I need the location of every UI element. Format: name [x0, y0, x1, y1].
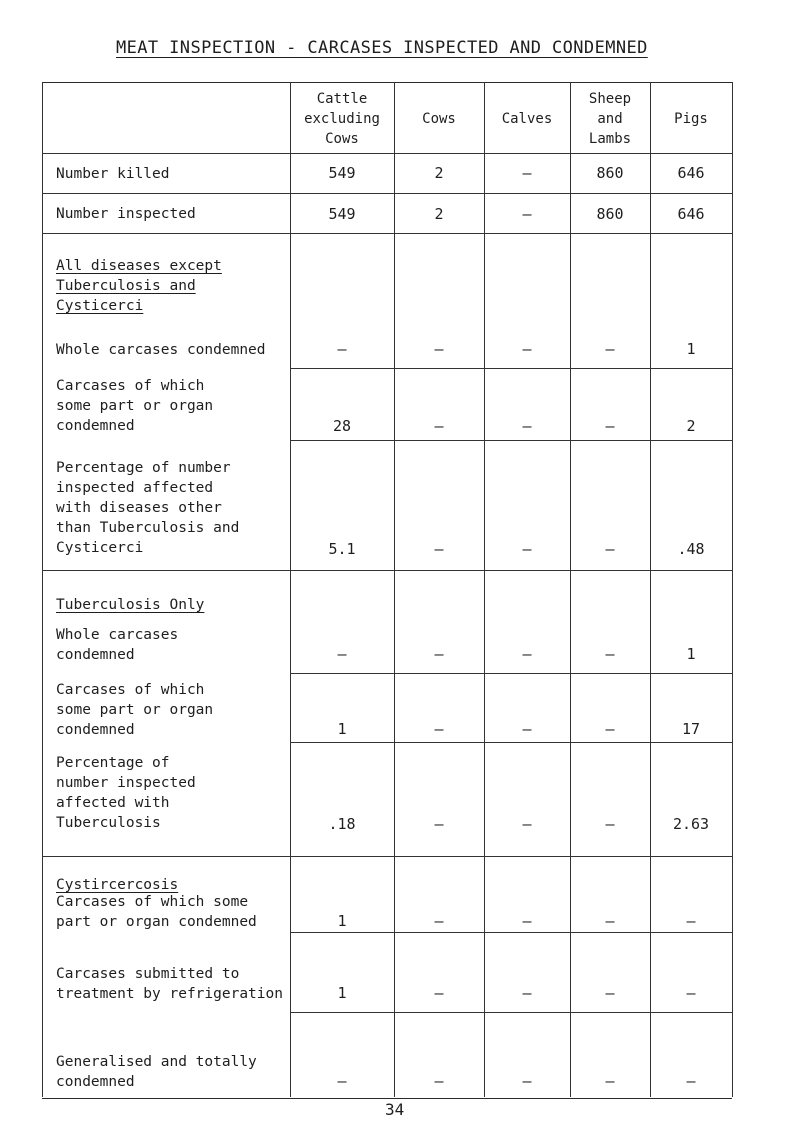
row-label-part-condemned: Carcases of which some part or organ condemned — [56, 894, 257, 930]
cell-value: – — [605, 340, 615, 358]
column-header-sheep: Sheep and Lambs — [588, 91, 632, 147]
column-header-pigs: Pigs — [674, 111, 708, 127]
row-label-number-inspected: Number inspected — [56, 206, 196, 222]
column-header-cattle: Cattle excluding Cows — [304, 91, 380, 147]
cell-value: – — [434, 720, 444, 738]
row-divider — [42, 153, 732, 154]
cell-value: – — [605, 1072, 615, 1090]
cell-value: 2 — [434, 205, 444, 223]
cell-value: 860 — [596, 164, 624, 182]
cell-value: – — [434, 340, 444, 358]
cell-value: – — [605, 540, 615, 558]
section-heading-cysticercosis: Cystircercosis — [56, 877, 179, 893]
cell-value: – — [522, 1072, 532, 1090]
cell-value: – — [605, 815, 615, 833]
row-divider — [290, 932, 732, 933]
column-header-cows: Cows — [422, 111, 456, 127]
row-label-part-condemned: Carcases of which some part or organ condemned — [56, 378, 214, 434]
cell-value: .18 — [328, 815, 356, 833]
cell-value: 28 — [332, 417, 352, 435]
cell-value: 2.63 — [672, 815, 710, 833]
cell-value: 17 — [681, 720, 701, 738]
cell-value: – — [686, 912, 696, 930]
cell-value: 1 — [337, 912, 347, 930]
page-title: MEAT INSPECTION - CARCASES INSPECTED AND CONDEMNED — [116, 38, 648, 58]
cell-value: – — [434, 540, 444, 558]
cell-value: – — [434, 984, 444, 1002]
cell-value: – — [337, 645, 347, 663]
row-label-percentage-diseases: Percentage of number inspected affected with diseases other than Tuberculosis and Cysticerci — [56, 460, 240, 556]
cell-value: – — [434, 912, 444, 930]
row-label-number-killed: Number killed — [56, 166, 170, 182]
cell-value: – — [522, 912, 532, 930]
column-header-calves: Calves — [501, 111, 553, 127]
cell-value: 646 — [677, 164, 705, 182]
cell-value: 646 — [677, 205, 705, 223]
row-divider — [42, 856, 732, 857]
row-divider — [42, 233, 732, 234]
row-divider — [290, 742, 732, 743]
section-heading-all-diseases: All diseases except — [56, 258, 222, 274]
cell-value: – — [686, 984, 696, 1002]
cell-value: – — [522, 720, 532, 738]
cell-value: 860 — [596, 205, 624, 223]
row-label-part-condemned: Carcases of which some part or organ condemned — [56, 682, 214, 738]
column-divider — [42, 82, 43, 1097]
cell-value: – — [522, 815, 532, 833]
page-number: 34 — [385, 1100, 405, 1119]
cell-value: – — [337, 1072, 347, 1090]
cell-value: – — [434, 417, 444, 435]
section-heading-all-diseases: Cysticerci — [56, 298, 144, 314]
cell-value: – — [605, 984, 615, 1002]
section-heading-tuberculosis: Tuberculosis Only — [56, 597, 205, 613]
cell-value: 1 — [686, 645, 696, 663]
row-divider — [290, 1012, 732, 1013]
cell-value: – — [605, 417, 615, 435]
cell-value: – — [522, 645, 532, 663]
cell-value: – — [522, 340, 532, 358]
column-divider — [290, 82, 291, 1097]
cell-value: – — [522, 164, 532, 182]
cell-value: – — [605, 912, 615, 930]
column-divider — [394, 82, 395, 1097]
row-divider — [42, 193, 732, 194]
row-label-whole-carcases: Whole carcases condemned — [56, 627, 179, 663]
row-label-refrigeration: Carcases submitted to treatment by refrigeration — [56, 966, 283, 1002]
row-divider — [290, 673, 732, 674]
row-divider — [290, 368, 732, 369]
cell-value: – — [522, 417, 532, 435]
table-frame — [42, 82, 732, 1099]
cell-value: 549 — [328, 205, 356, 223]
cell-value: .48 — [677, 540, 705, 558]
section-heading-all-diseases: Tuberculosis and — [56, 278, 196, 294]
cell-value: – — [434, 645, 444, 663]
cell-value: 1 — [337, 720, 347, 738]
row-label-whole-carcases: Whole carcases condemned — [56, 342, 266, 358]
cell-value: 2 — [434, 164, 444, 182]
cell-value: 1 — [686, 340, 696, 358]
cell-value: 2 — [686, 417, 696, 435]
cell-value: 549 — [328, 164, 356, 182]
row-label-percentage-tuberculosis: Percentage of number inspected affected with Tuberculosis — [56, 755, 196, 831]
cell-value: – — [686, 1072, 696, 1090]
row-divider — [42, 570, 732, 571]
cell-value: – — [605, 720, 615, 738]
column-divider — [484, 82, 485, 1097]
row-label-generalised: Generalised and totally condemned — [56, 1054, 257, 1090]
column-divider — [732, 82, 733, 1097]
cell-value: 1 — [337, 984, 347, 1002]
cell-value: – — [522, 984, 532, 1002]
cell-value: – — [522, 540, 532, 558]
column-divider — [570, 82, 571, 1097]
column-divider — [650, 82, 651, 1097]
cell-value: – — [434, 815, 444, 833]
cell-value: – — [522, 205, 532, 223]
cell-value: – — [605, 645, 615, 663]
cell-value: – — [337, 340, 347, 358]
cell-value: – — [434, 1072, 444, 1090]
cell-value: 5.1 — [328, 540, 356, 558]
row-divider — [290, 440, 732, 441]
